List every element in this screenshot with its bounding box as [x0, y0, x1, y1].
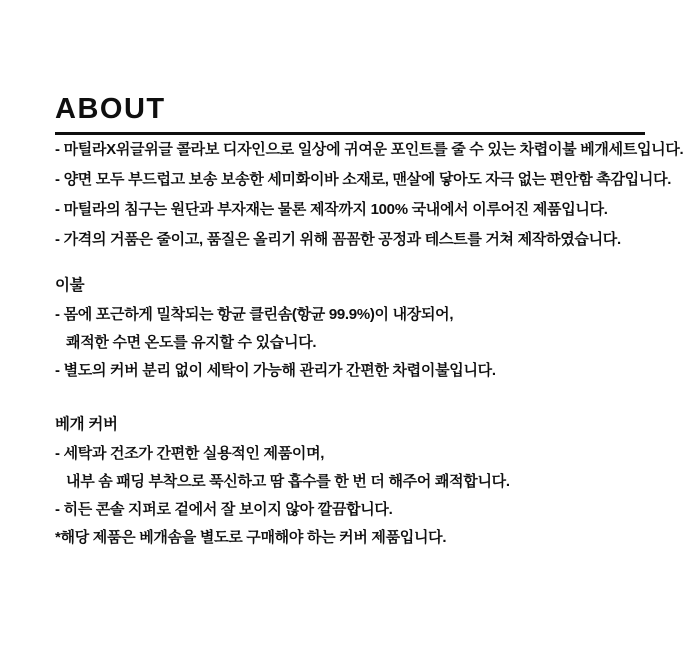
section-line: - 몸에 포근하게 밀착되는 항균 클린솜(항균 99.9%)이 내장되어,: [55, 306, 454, 323]
intro-line: - 마틸라X위글위글 콜라보 디자인으로 일상에 귀여운 포인트를 줄 수 있는 차렵이불 베개세트입니다.: [55, 141, 684, 158]
intro-line: - 양면 모두 부드럽고 보송 보송한 세미화이바 소재로, 맨살에 닿아도 자극 없는 편안함 촉감입니다.: [55, 171, 672, 188]
section-heading-blanket: 이불: [55, 277, 85, 294]
section-heading-pillow-cover: 베개 커버: [55, 416, 118, 433]
section-blanket: [55, 271, 645, 385]
section-pillow-cover-lines: [55, 440, 645, 552]
intro-line: - 마틸라의 침구는 원단과 부자재는 물론 제작까지 100% 국내에서 이루어진 제품입니다.: [55, 201, 608, 218]
page-title: ABOUT: [55, 93, 166, 125]
section-line: - 별도의 커버 분리 없이 세탁이 가능해 관리가 간편한 차렵이불입니다.: [55, 362, 496, 379]
section-line: *해당 제품은 베개솜을 별도로 구매해야 하는 커버 제품입니다.: [55, 529, 447, 546]
section-pillow-cover: [55, 410, 645, 552]
intro-line: - 가격의 거품은 줄이고, 품질은 올리기 위해 꼼꼼한 공정과 테스트를 거쳐 제작하였습니다.: [55, 231, 621, 248]
section-line: - 세탁과 건조가 간편한 실용적인 제품이며,: [55, 445, 325, 462]
intro-paragraph: [55, 135, 684, 255]
section-line: - 히든 콘솔 지퍼로 겉에서 잘 보이지 않아 깔끔합니다.: [55, 501, 393, 518]
section-line: 내부 솜 패딩 부착으로 푹신하고 땀 흡수를 한 번 더 해주어 쾌적합니다.: [66, 473, 510, 490]
section-blanket-lines: [55, 301, 645, 385]
section-line: 쾌적한 수면 온도를 유지할 수 있습니다.: [66, 334, 317, 351]
